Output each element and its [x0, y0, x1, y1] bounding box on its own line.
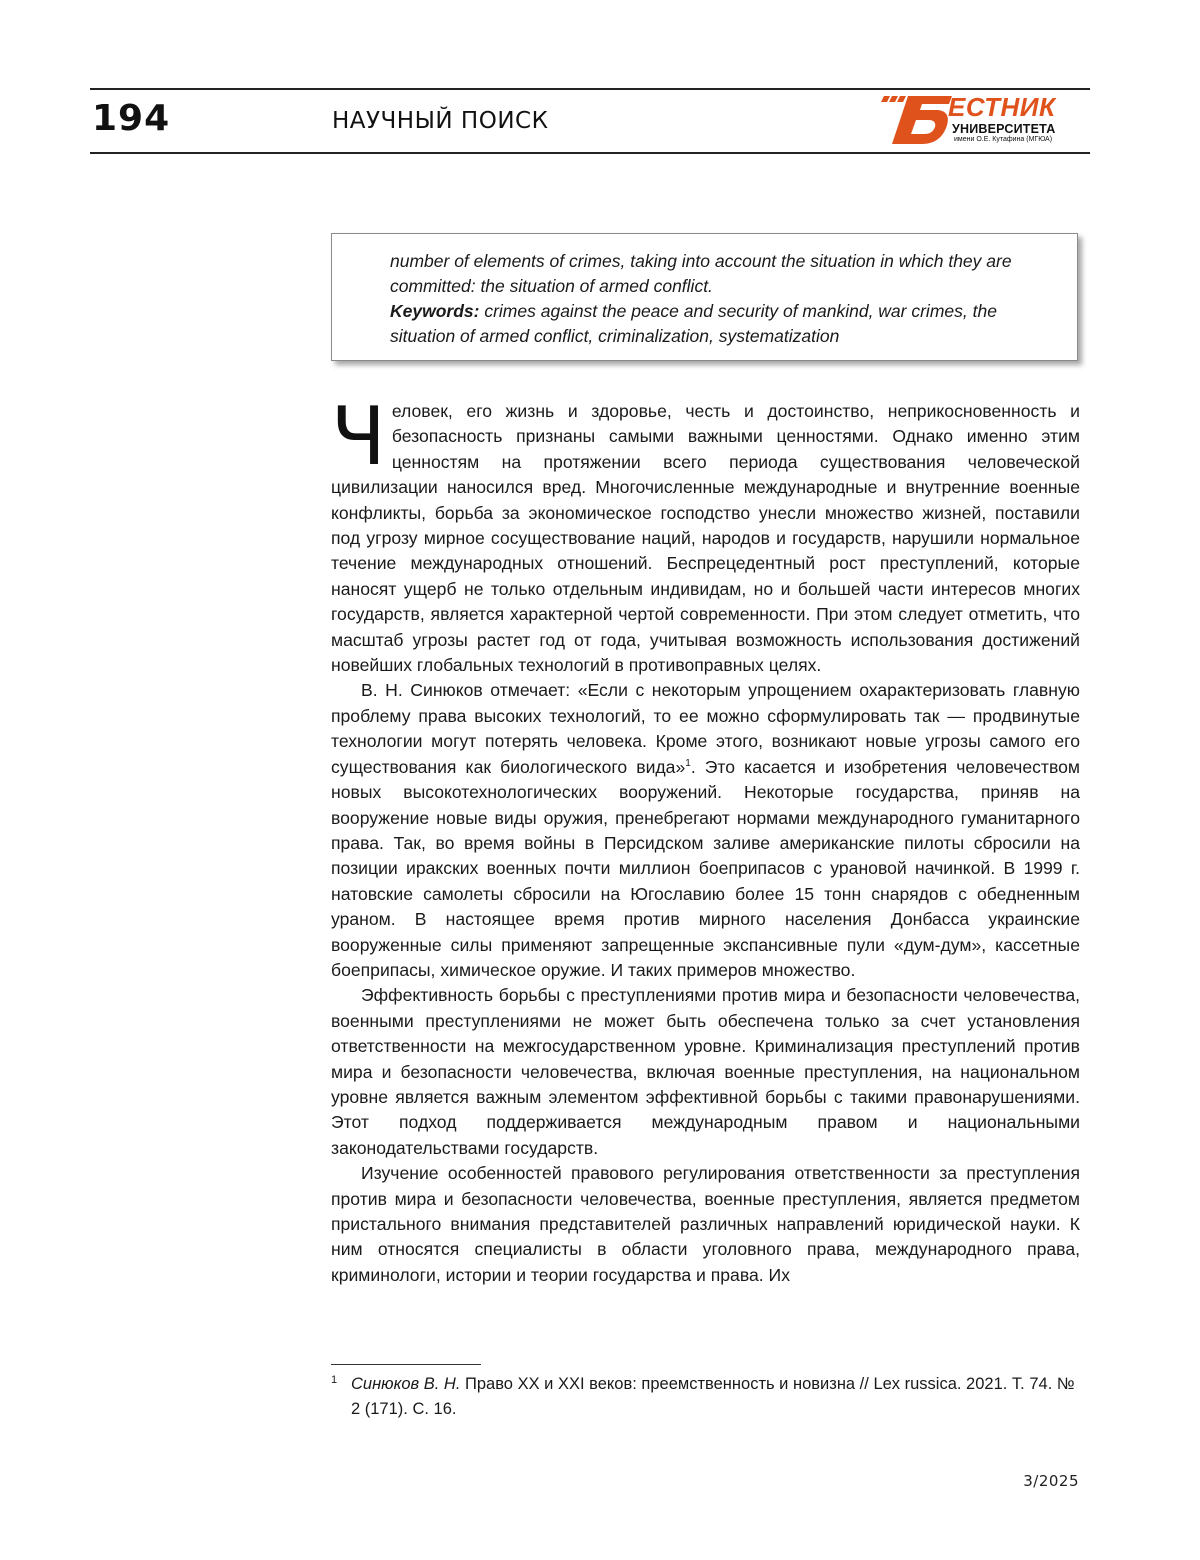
logo-line2: имени О.Е. Кутафина (МГЮА)	[954, 136, 1052, 143]
issue-number: 3/2025	[1023, 1472, 1079, 1490]
section-title: НАУЧНЫЙ ПОИСК	[332, 108, 548, 134]
footnote	[331, 1372, 1080, 1422]
paragraph-2	[331, 678, 1080, 983]
logo-line1: УНИВЕРСИТЕТА	[952, 122, 1055, 136]
paragraph-2-text-b: . Это касается и изобретения человечеством новых высокотехнологических вооружений. Некоторые государства, приняв на вооружение новые виды оружия, пренебрегают нормами международного гуманитарного права. Так, во время войны в Персидском заливе американские пилоты сбросили на позиции иракских военных почти миллион боеприпасов с урановой начинкой. В 1999 г. натовские самолеты сбросили на Югославию более 15 тонн снарядов с обедненным ураном. В настоящее время против мирного населения Донбасса украинские вооруженные силы применяют запрещенные экспансивные пули «дум-дум», кассетные боеприпасы, химическое оружие. И таких примеров множество.	[331, 757, 1080, 980]
journal-logo	[878, 92, 1088, 148]
footnote-ref: 1	[685, 758, 691, 769]
abstract-text: number of elements of crimes, taking into account the situation in which they are committed: the situation of armed conflict.	[390, 249, 1030, 299]
keywords-text: crimes against the peace and security of mankind, war crimes, the situation of armed conflict, criminalization, systematization	[390, 301, 997, 346]
journal-logo-mark-icon	[878, 92, 958, 148]
footnote-author: Синюков В. Н.	[351, 1375, 460, 1393]
page-number: 194	[92, 98, 170, 139]
abstract-box	[331, 233, 1078, 361]
paragraph-3: Эффективность борьбы с преступлениями против мира и безопасности человечества, военными преступлениями не может быть обеспечена только за счет установления ответственности на межгосударственном уровне. Криминализация преступлений против мира и безопасности человечества, включая военные преступления, на национальном уровне является важным элементом эффективной борьбы с такими правонарушениями. Этот подход поддерживается международным правом и национальными законодательствами государств.	[331, 983, 1080, 1161]
paragraph-1-text: еловек, его жизнь и здоровье, честь и достоинство, неприкосновенность и безопасность признаны самыми важными ценностями. Однако именно этим ценностям на протяжении всего периода существования человеческой цивилизации наносился вред. Многочисленные международные и внутренние военные конфликты, борьба за экономическое господство унесли множество жизней, поставили под угрозу мирное сосуществование наций, народов и государств, нарушили нормальное течение международных отношений. Беспрецедентный рост преступлений, которые наносят ущерб не только отдельным индивидам, но и большей части интересов многих государств, является характерной чертой современности. При этом следует отметить, что масштаб угрозы растет год от года, учитывая возможность использования достижений новейших глобальных технологий в противоправных целях.	[331, 401, 1080, 675]
paragraph-2-text-a: В. Н. Синюков отмечает: «Если с некоторым упрощением охарактеризовать главную проблему права высоких технологий, то ее можно сформулировать так — продвинутые технологии могут потерять человека. Кроме этого, возникают новые угрозы самого его существования как биологического вида»	[331, 680, 1080, 776]
footnote-number: 1	[331, 1368, 337, 1393]
keywords-label: Keywords:	[390, 301, 479, 321]
footnote-divider	[331, 1364, 481, 1365]
dropcap: Ч	[331, 405, 386, 469]
page-header	[90, 88, 1090, 154]
paragraph-1	[331, 399, 1080, 678]
footnote-citation: Право XX и XXI веков: преемственность и новизна // Lex russica. 2021. Т. 74. № 2 (171). С. 16.	[351, 1375, 1075, 1418]
paragraph-4: Изучение особенностей правового регулирования ответственности за преступления против мира и безопасности человечества, военные преступления, является предметом пристального внимания представителей различных направлений юридической науки. К ним относятся специалисты в области уголовного права, международного права, криминологи, истории и теории государства и права. Их	[331, 1161, 1080, 1288]
footnote-text	[351, 1372, 1080, 1422]
abstract-keywords	[390, 299, 1030, 349]
article-body	[331, 399, 1080, 1288]
logo-word: ЕСТНИК	[948, 92, 1055, 123]
